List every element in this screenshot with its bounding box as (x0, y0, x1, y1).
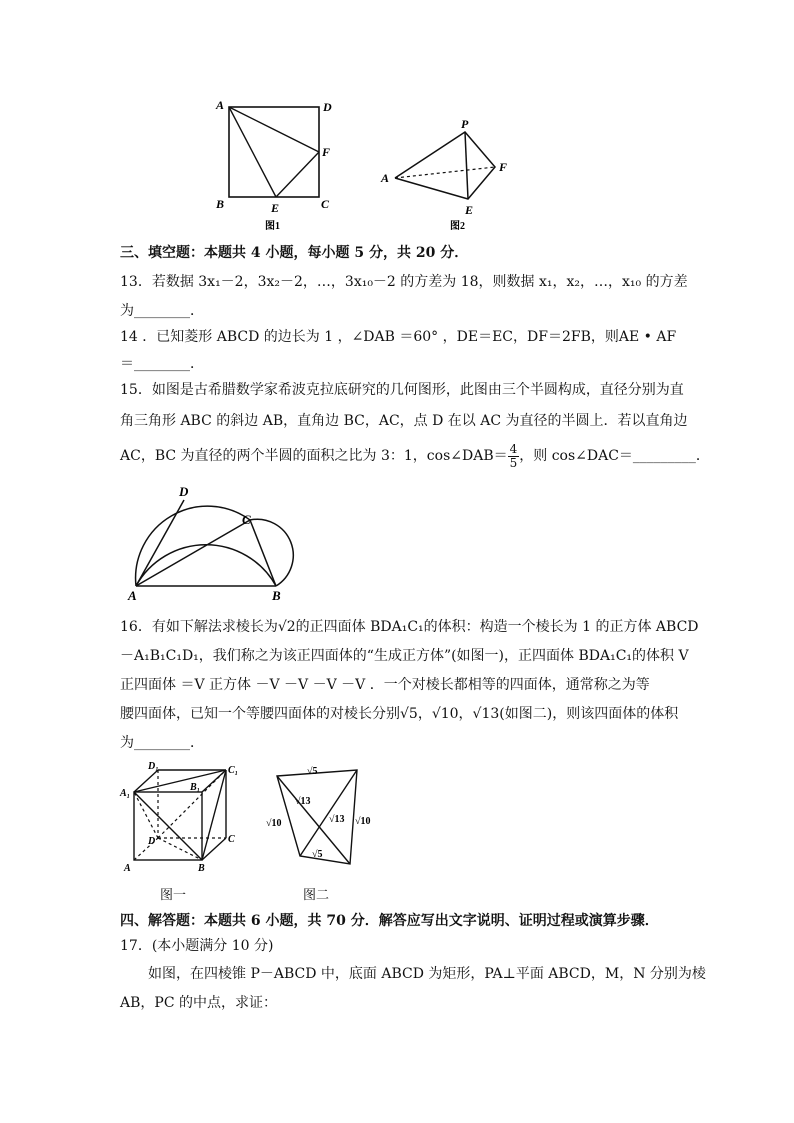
q13-line-1: 13．若数据 3x₁－2，3x₂－2，…，3x₁₀－2 的方差为 18，则数据 x₁，x₂，…，x₁₀ 的方差 (120, 274, 688, 290)
q15-line-3 (120, 441, 710, 471)
fig2-label-p: P (461, 117, 469, 131)
q16-line-1: 16．有如下解法求棱长为√2的正四面体 BDA₁C₁的体积：构造一个棱长为 1 的正方体 ABCD (120, 619, 699, 635)
q15-fraction (508, 443, 520, 470)
q13-line-2: 为________． (120, 303, 204, 319)
cube-label-d1: D₁ (148, 761, 159, 772)
cube-label-d: D (148, 836, 156, 847)
q15-fig-label-b: B (272, 588, 281, 603)
cube-label-a: A (124, 863, 131, 874)
q15-fraction-numerator: 4 (509, 441, 518, 456)
figure-1-square (210, 95, 350, 235)
cube-label-b1: B₁ (190, 782, 201, 793)
fig1-label-b: B (216, 197, 225, 211)
q16-figure-cube (118, 760, 248, 880)
q16-line-4: 腰四面体，已知一个等腰四面体的对棱长分别√5，√10，√13(如图二)，则该四面体的体积 (120, 706, 679, 722)
cube-label-c1: C₁ (228, 765, 239, 776)
q14-line-2: ＝________． (120, 356, 204, 372)
fig1-caption: 图1 (265, 221, 280, 232)
caption-figure-a: 图一 (160, 888, 187, 903)
q16-line-5: 为________． (120, 735, 204, 751)
tetra-edge-label-bottom: √5 (312, 849, 323, 860)
tetra-edge-label-left: √10 (266, 818, 282, 829)
tetra-edge-label-diag-left: √13 (295, 796, 311, 807)
tetra-edge-label-right: √10 (355, 816, 371, 827)
cube-label-a1: A₁ (120, 788, 131, 799)
fig2-label-f: F (499, 160, 508, 174)
q17-title: 17．(本小题满分 10 分) (120, 938, 274, 954)
fig1-label-a: A (216, 98, 225, 112)
caption-figure-b: 图二 (303, 888, 330, 903)
q15-figure-lunes (118, 478, 318, 606)
q16-line-2: －A₁B₁C₁D₁，我们称之为该正四面体的“生成正方体”(如图一)，正四面体 BDA₁C₁的体积 V (120, 648, 689, 664)
fig1-label-e: E (271, 201, 280, 215)
fig1-label-c: C (321, 197, 330, 211)
q15-fig-label-a: A (128, 588, 137, 603)
section-4-heading: 四、解答题：本题共 6 小题，共 70 分．解答应写出文字说明、证明过程或演算步骤． (120, 913, 659, 929)
cube-label-c: C (228, 834, 235, 845)
q15-fig-label-c: C (242, 512, 251, 527)
q16-line-3: 正四面体 ＝V 正方体 －V －V －V －V ．一个对棱长都相等的四面体，通常称之为等 (120, 677, 650, 693)
figure-2-folded (375, 112, 525, 237)
fig2-caption: 图2 (450, 221, 465, 232)
tetra-edge-label-diag-right: √13 (329, 814, 345, 825)
q15-line-2: 角三角形 ABC 的斜边 AB，直角边 BC，AC，点 D 在以 AC 为直径的半圆上．若以直角边 (120, 413, 688, 429)
fig1-label-f: F (322, 145, 331, 159)
q15-line-3-end: ，则 cos∠DAC＝_________． (519, 448, 710, 464)
q15-fraction-denominator: 5 (509, 455, 518, 470)
cube-label-b: B (198, 863, 205, 874)
section-3-heading: 三、填空题：本题共 4 小题，每小题 5 分，共 20 分． (120, 245, 469, 261)
q14-line-1: 14 ．已知菱形 ABCD 的边长为 1 ，∠DAB ＝60° ，DE＝EC，DF＝2FB，则AE • AF (120, 329, 677, 345)
fig2-label-a: A (381, 171, 390, 185)
q16-figure-tetrahedron (262, 760, 392, 875)
fig2-label-e: E (465, 203, 474, 217)
q15-fig-label-d: D (179, 484, 189, 499)
fig1-label-d: D (323, 100, 332, 114)
q15-line-3-start: AC，BC 为直径的两个半圆的面积之比为 3：1，cos∠DAB＝ (120, 448, 508, 464)
tetra-edge-label-top: √5 (307, 766, 318, 777)
q15-line-1: 15．如图是古希腊数学家希波克拉底研究的几何图形，此图由三个半圆构成，直径分别为直 (120, 382, 684, 398)
q17-line-1: 如图，在四棱锥 P－ABCD 中，底面 ABCD 为矩形，PA⊥平面 ABCD，M，N 分别为棱 (148, 966, 706, 982)
q17-line-2: AB，PC 的中点，求证： (120, 995, 277, 1011)
